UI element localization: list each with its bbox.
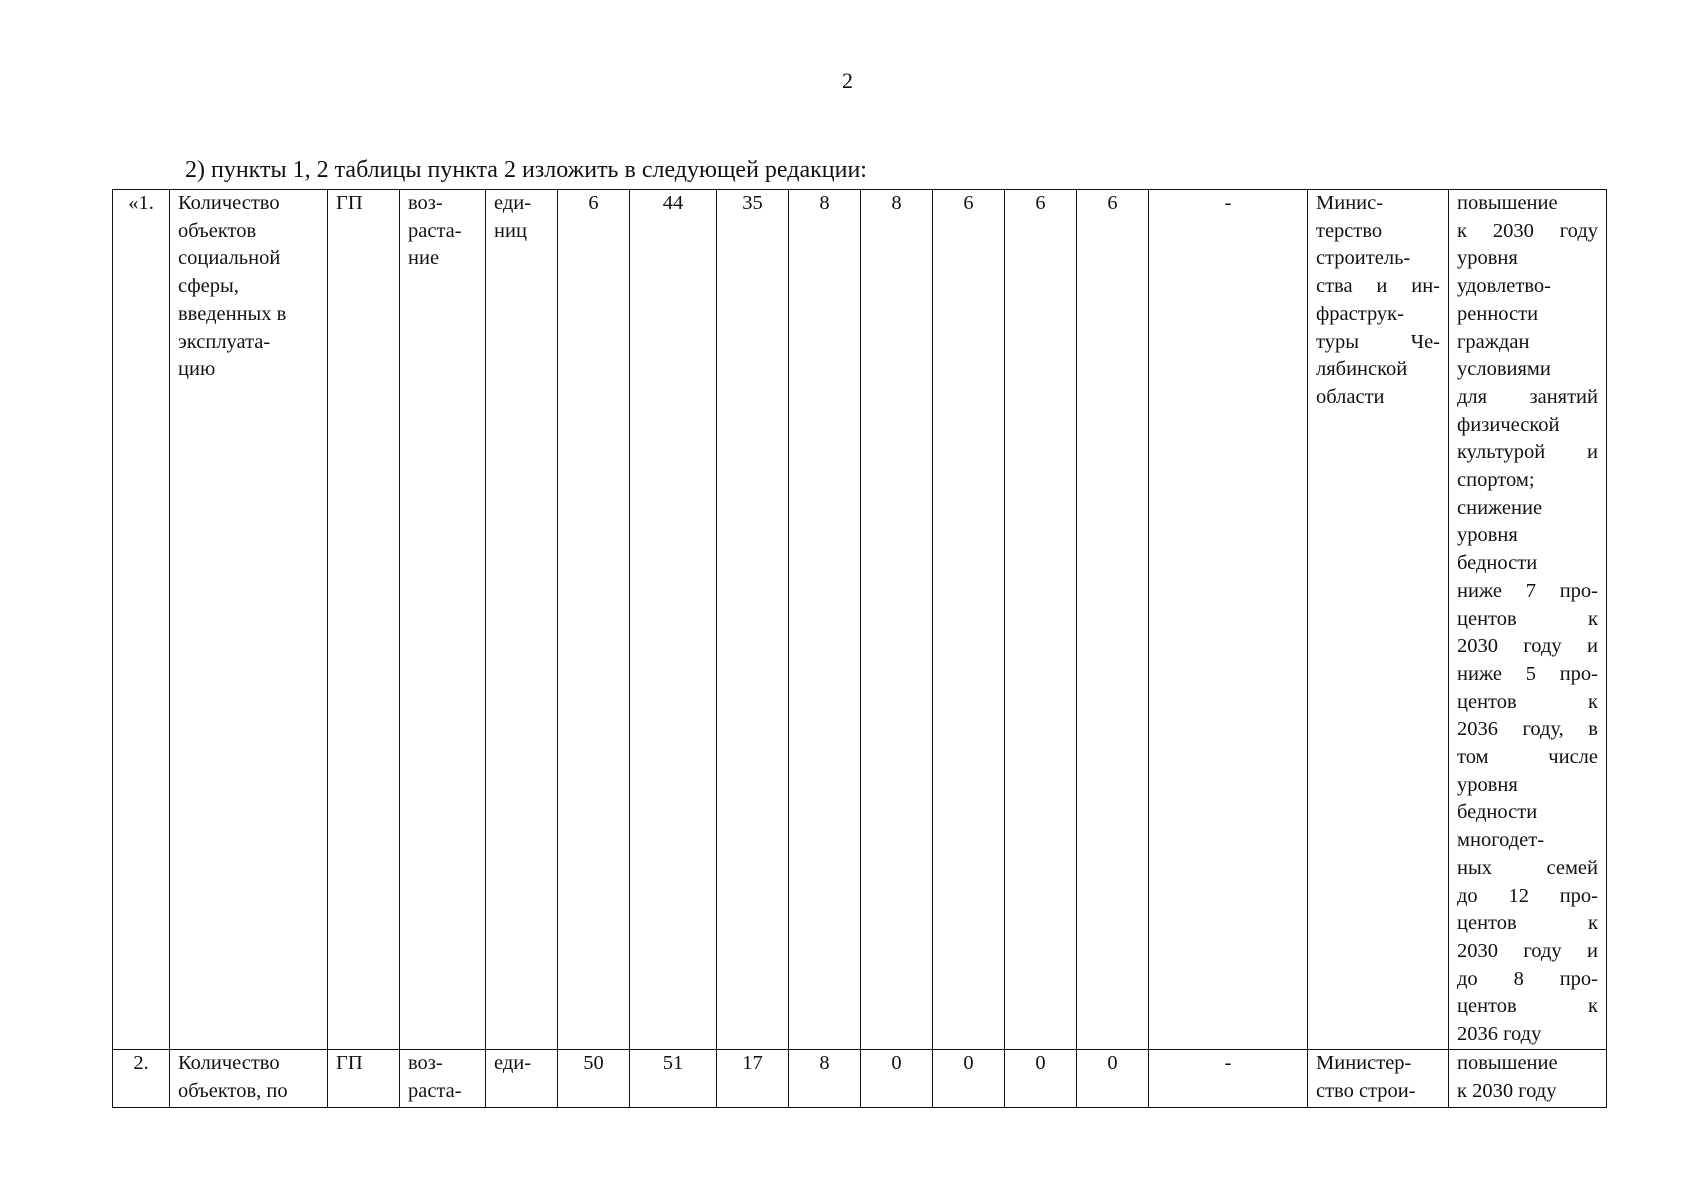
source-cell: ГП	[328, 190, 400, 1050]
cell-line: удовлетво-	[1457, 275, 1551, 298]
value-cell: 44	[630, 190, 717, 1050]
indicator-name-cell	[170, 190, 328, 1050]
cell-line: центов к	[1457, 690, 1598, 713]
cell-line: граждан	[1457, 330, 1530, 353]
cell-line: к 2030 году	[1457, 219, 1598, 242]
value-cell: 6	[1005, 190, 1077, 1050]
cell-line: объектов, по	[178, 1079, 288, 1102]
cell-line: объектов	[178, 219, 257, 242]
cell-line: многодет-	[1457, 829, 1545, 852]
value-cell: 6	[933, 190, 1005, 1050]
cell-line: ниже 7 про-	[1457, 579, 1598, 602]
cell-line: воз-	[408, 1051, 443, 1074]
cell-line: 2030 году и	[1457, 939, 1598, 962]
cell-line: культурой и	[1457, 441, 1598, 464]
cell-line: для занятий	[1457, 385, 1598, 408]
cell-line: терство	[1316, 219, 1383, 242]
value-cell: 0	[933, 1049, 1005, 1107]
row-number-cell: 2.	[113, 1049, 170, 1107]
value-cell: 8	[861, 190, 933, 1050]
cell-line: к 2030 году	[1457, 1079, 1557, 1102]
unit-cell	[486, 190, 558, 1050]
cell-line: ние	[408, 247, 440, 270]
cell-line: Министер-	[1316, 1051, 1412, 1074]
cell-line: 2036 году	[1457, 1023, 1542, 1046]
dash-cell: -	[1149, 1049, 1308, 1107]
cell-line: цию	[178, 358, 216, 381]
cell-line: уровня	[1457, 773, 1518, 796]
cell-line: снижение	[1457, 496, 1543, 519]
cell-line: центов к	[1457, 607, 1598, 630]
trend-cell	[400, 190, 486, 1050]
cell-line: раста-	[408, 1079, 462, 1102]
cell-line: повышение	[1457, 1051, 1558, 1074]
cell-line: Количество	[178, 1051, 280, 1074]
table-row	[113, 190, 1607, 1050]
cell-line: ниц	[494, 219, 527, 242]
cell-line: эксплуата-	[178, 330, 271, 353]
dash-cell: -	[1149, 190, 1308, 1050]
table-row	[113, 1049, 1607, 1107]
cell-line: условиями	[1457, 358, 1551, 381]
intro-text: 2) пункты 1, 2 таблицы пункта 2 изложить в следующей редакции:	[185, 157, 867, 183]
cell-line: введенных в	[178, 302, 287, 325]
cell-line: ниже 5 про-	[1457, 662, 1598, 685]
cell-line: до 12 про-	[1457, 884, 1598, 907]
cell-line: ренности	[1457, 302, 1539, 325]
cell-line: строитель-	[1316, 247, 1411, 270]
value-cell: 0	[1005, 1049, 1077, 1107]
indicators-table	[112, 189, 1607, 1108]
cell-line: уровня	[1457, 524, 1518, 547]
cell-line: физической	[1457, 413, 1560, 436]
cell-line: повышение	[1457, 192, 1558, 214]
cell-line: спортом;	[1457, 469, 1535, 492]
cell-line: Количество	[178, 192, 280, 214]
cell-line: ства и ин-	[1316, 275, 1440, 298]
row-number-cell: «1.	[113, 190, 170, 1050]
value-cell: 8	[789, 190, 861, 1050]
cell-line: еди-	[494, 1051, 532, 1074]
value-cell: 6	[1077, 190, 1149, 1050]
cell-line: ство строи-	[1316, 1079, 1416, 1102]
trend-cell	[400, 1049, 486, 1107]
responsible-cell	[1308, 1049, 1449, 1107]
cell-line: воз-	[408, 192, 443, 214]
cell-line: социальной	[178, 247, 281, 270]
value-cell: 8	[789, 1049, 861, 1107]
value-cell: 0	[861, 1049, 933, 1107]
cell-line: до 8 про-	[1457, 967, 1598, 990]
cell-line: еди-	[494, 192, 532, 214]
value-cell: 0	[1077, 1049, 1149, 1107]
cell-line: туры Че-	[1316, 330, 1440, 353]
cell-line: 2036 году, в	[1457, 718, 1598, 741]
cell-line: области	[1316, 385, 1385, 408]
cell-line: 2030 году и	[1457, 635, 1598, 658]
cell-line: раста-	[408, 219, 462, 242]
unit-cell	[486, 1049, 558, 1107]
cell-line: центов к	[1457, 995, 1598, 1018]
indicator-name-cell	[170, 1049, 328, 1107]
value-cell: 50	[558, 1049, 630, 1107]
cell-line: фраструк-	[1316, 302, 1404, 325]
cell-line: ных семей	[1457, 856, 1598, 879]
value-cell: 17	[717, 1049, 789, 1107]
cell-line: центов к	[1457, 912, 1598, 935]
cell-line: бедности	[1457, 552, 1538, 575]
value-cell: 35	[717, 190, 789, 1050]
cell-line: том числе	[1457, 746, 1598, 769]
page-number: 2	[842, 68, 853, 93]
cell-line: уровня	[1457, 247, 1518, 270]
goal-cell	[1449, 1049, 1607, 1107]
cell-line: Минис-	[1316, 192, 1384, 214]
cell-line: бедности	[1457, 801, 1538, 824]
responsible-cell	[1308, 190, 1449, 1050]
goal-cell	[1449, 190, 1607, 1050]
source-cell: ГП	[328, 1049, 400, 1107]
value-cell: 6	[558, 190, 630, 1050]
value-cell: 51	[630, 1049, 717, 1107]
cell-line: сферы,	[178, 275, 239, 298]
cell-line: лябинской	[1316, 358, 1408, 381]
